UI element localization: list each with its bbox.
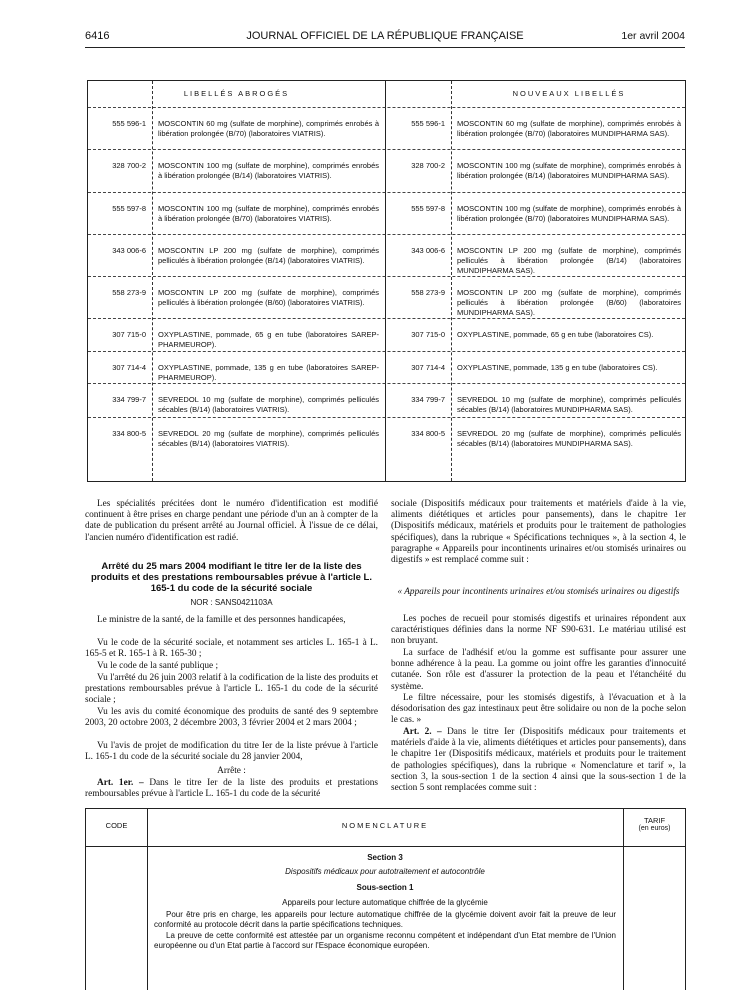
nomenclature-paragraph: La preuve de cette conformité est attestée par un organisme reconnu compétent et indépendant d'un Etat membre de l'Union européenne ou d'un Etat partie à l'accord sur l'Espace économique européen. (154, 931, 616, 950)
page-header (85, 30, 685, 48)
old-label: MOSCONTIN 60 mg (sulfate de morphine), comprimés enrobés à libération prolongée (B/70) (laboratoires VIATRIS). (158, 119, 379, 138)
old-code: 555 597-8 (112, 204, 146, 213)
row-divider (88, 276, 685, 277)
row-divider (88, 149, 685, 150)
row-divider (88, 107, 685, 108)
paragraph-adhesif: La surface de l'adhésif et/ou la gomme est suffisante pour assurer une bonne adhérence à la peau. La gomme ou joint offre les garanties d'innocuité cutanée. Son rôle est d'assurer la protection de la peau et l'étanchéité du système. (391, 648, 686, 692)
article-1-text: Dans le titre Ier de la liste des produits et prestations remboursables prévue à l'article L. 165-1 du code de la sécurité (85, 778, 379, 800)
arrete-label: Arrête : (217, 766, 246, 776)
old-code: 334 800-5 (112, 429, 146, 438)
old-code: 328 700-2 (112, 161, 146, 170)
row-divider (88, 234, 685, 235)
old-label: OXYPLASTINE, pommade, 135 g en tube (laboratoires SAREP-PHARMEUROP). (158, 363, 379, 382)
old-label: SEVREDOL 10 mg (sulfate de morphine), comprimés pelliculés sécables (B/14) (laboratoires VIATRIS). (158, 395, 379, 414)
col-header-abroges: LIBELLÉS ABROGÉS (183, 89, 290, 98)
arrete-title: Arrêté du 25 mars 2004 modifiant le titre Ier de la liste des produits et des prestations remboursables prévue à l'article L. 165-1 du code de la sécurité sociale (90, 561, 372, 594)
old-label: MOSCONTIN 100 mg (sulfate de morphine), comprimés enrobés à libération prolongée (B/70) (laboratoires VIATRIS). (158, 204, 379, 223)
article-1 (85, 778, 378, 800)
col-header-nouveaux: NOUVEAUX LIBELLÉS (512, 89, 626, 98)
paragraph-poches: Les poches de recueil pour stomisés digestifs et urinaires répondent aux caractéristiques définies dans la norme NF S90-631. Le matériau utilisé est non bruyant. (391, 614, 686, 647)
page-number: 6416 (85, 30, 110, 42)
row-divider (88, 318, 685, 319)
new-label: SEVREDOL 20 mg (sulfate de morphine), comprimés pelliculés sécables (B/14) (laboratoires MUNDIPHARMA SAS). (457, 429, 681, 448)
old-label: MOSCONTIN LP 200 mg (sulfate de morphine), comprimés pelliculés à libération prolongée (B/14) (laboratoires VIATRIS). (158, 246, 379, 265)
col-header-nomenclature: NOMENCLATURE (341, 821, 429, 830)
nomenclature-table (85, 808, 686, 990)
new-label: OXYPLASTINE, pommade, 65 g en tube (laboratoires CS). (457, 330, 654, 339)
old-code: 334 799-7 (112, 395, 146, 404)
article-2-label: Art. 2. – (403, 727, 442, 737)
subsection-description: Appareils pour lecture automatique chiffrée de la glycémie (282, 898, 488, 907)
new-code: 307 715-0 (411, 330, 445, 339)
paragraph-vu: Vu l'arrêté du 26 juin 2003 relatif à la codification de la liste des produits et prestations remboursables prévue à l'article L. 165-1 du code de la sécurité sociale ; (85, 673, 378, 706)
new-code: 328 700-2 (411, 161, 445, 170)
new-code: 334 799-7 (411, 395, 445, 404)
libelles-table (87, 80, 686, 482)
row-divider (88, 351, 685, 352)
old-code: 343 006-6 (112, 246, 146, 255)
new-label: OXYPLASTINE, pommade, 135 g en tube (laboratoires CS). (457, 363, 658, 372)
paragraph-sociale: sociale (Dispositifs médicaux pour traitements et matériels d'aide à la vie, aliments diététiques et articles pour pansements), dans le chapitre 1er (Dispositifs médicaux, matériels et produits pour le traitement de pathologies spécifiques), dans la rubrique « Spécifications techniques », à la section 4, le paragraphe « Appareils pour incontinents urinaires et/ou stomisés urinaires ou digestifs » est remplacé comme suit : (391, 499, 686, 566)
new-code: 343 006-6 (411, 246, 445, 255)
old-code: 558 273-9 (112, 288, 146, 297)
col-header-tarif: TARIF (643, 816, 666, 825)
nor-reference: NOR : SANS0421103A (190, 598, 273, 607)
col-divider (623, 809, 624, 990)
new-label: MOSCONTIN 60 mg (sulfate de morphine), comprimés enrobés à libération prolongée (B/70) (laboratoires MUNDIPHARMA SAS). (457, 119, 681, 138)
journal-title: JOURNAL OFFICIEL DE LA RÉPUBLIQUE FRANÇAISE (246, 30, 524, 42)
issue-date: 1er avril 2004 (621, 30, 685, 42)
new-code: 307 714-4 (411, 363, 445, 372)
old-code: 307 715-0 (112, 330, 146, 339)
header-rule (85, 47, 685, 48)
col-header-tarif-unit: (en euros) (638, 825, 671, 832)
col-header-code: CODE (105, 821, 128, 830)
header-divider (86, 846, 685, 847)
paragraph-minister: Le ministre de la santé, de la famille et des personnes handicapées, (97, 615, 346, 625)
col-divider (152, 81, 153, 481)
paragraph-filtre: Le filtre nécessaire, pour les stomisés digestifs, à l'évacuation et à la désodorisation des gaz intestinaux peut être solidaire ou non de la poche selon le cas. » (391, 693, 686, 726)
old-code: 555 596-1 (112, 119, 146, 128)
new-code: 555 596-1 (411, 119, 445, 128)
article-1-label: Art. 1er. – (97, 778, 144, 788)
paragraph-vu: Vu l'avis de projet de modification du titre Ier de la liste prévue à l'article L. 165-1 du code de la sécurité sociale du 28 janvier 2004, (85, 741, 378, 763)
col-divider (385, 81, 386, 481)
paragraph-vu: Vu le code de la sécurité sociale, et notamment ses articles L. 165-1 à L. 165-5 et R. 165-1 à R. 165-30 ; (85, 638, 378, 660)
old-label: MOSCONTIN LP 200 mg (sulfate de morphine), comprimés pelliculés à libération prolongée (B/60) (laboratoires VIATRIS). (158, 288, 379, 307)
old-code: 307 714-4 (112, 363, 146, 372)
paragraph-vu: Vu le code de la santé publique ; (97, 661, 219, 671)
new-code: 334 800-5 (411, 429, 445, 438)
row-divider (88, 383, 685, 384)
row-divider (88, 192, 685, 193)
new-label: MOSCONTIN LP 200 mg (sulfate de morphine), comprimés pelliculés à libération prolongée (B/14) (laboratoires MUNDIPHARMA SAS). (457, 246, 681, 275)
new-label: MOSCONTIN LP 200 mg (sulfate de morphine), comprimés pelliculés à libération prolongée (B/60) (laboratoires MUNDIPHARMA SAS). (457, 288, 681, 317)
old-label: MOSCONTIN 100 mg (sulfate de morphine), comprimés enrobés à libération prolongée (B/14) (laboratoires VIATRIS). (158, 161, 379, 180)
new-label: MOSCONTIN 100 mg (sulfate de morphine), comprimés enrobés à libération prolongée (B/14) (laboratoires MUNDIPHARMA SAS). (457, 161, 681, 180)
paragraph-vu: Vu les avis du comité économique des produits de santé des 9 septembre 2003, 20 octobre 2003, 2 décembre 2003, 3 février 2004 et 2 mars 2004 ; (85, 707, 378, 729)
nomenclature-paragraph: Pour être pris en charge, les appareils pour lecture automatique chiffrée de la glycémie doivent avoir fait la preuve de leur conformité au protocole décrit dans la partie spécifications techniques. (154, 910, 616, 929)
subtitle-appareils: « Appareils pour incontinents urinaires et/ou stomisés urinaires ou digestifs (397, 587, 680, 597)
article-2 (391, 727, 686, 794)
old-label: OXYPLASTINE, pommade, 65 g en tube (laboratoires SAREP-PHARMEUROP). (158, 330, 379, 349)
new-code: 558 273-9 (411, 288, 445, 297)
new-label: SEVREDOL 10 mg (sulfate de morphine), comprimés pelliculés sécables (B/14) (laboratoires MUNDIPHARMA SAS). (457, 395, 681, 414)
subsection-title: Sous-section 1 (356, 883, 414, 892)
section-title: Section 3 (367, 853, 403, 862)
old-label: SEVREDOL 20 mg (sulfate de morphine), comprimés pelliculés sécables (B/14) (laboratoires VIATRIS). (158, 429, 379, 448)
section-subtitle: Dispositifs médicaux pour autotraitement et autocontrôle (285, 867, 485, 876)
col-divider (451, 81, 452, 481)
new-label: MOSCONTIN 100 mg (sulfate de morphine), comprimés enrobés à libération prolongée (B/70) (laboratoires MUNDIPHARMA SAS). (457, 204, 681, 223)
row-divider (88, 417, 685, 418)
paragraph-specialites: Les spécialités précitées dont le numéro d'identification est modifié continuent à être prises en charge pendant une période d'un an à compter de la date de publication du présent arrêté au Journal officiel. À l'issue de ce délai, l'ancien numéro d'identification est radié. (85, 499, 378, 543)
new-code: 555 597-8 (411, 204, 445, 213)
article-2-text: Dans le titre Ier (Dispositifs médicaux pour traitements et matériels d'aide à la vie, aliments diététiques et articles pour pansements), dans le chapitre 1er (Dispositifs médicaux, matériels et produits pour le traitement de pathologies spécifiques), dans la rubrique « Nomenclature et tarif », la section 3, la sous-section 1 de la section 4 ainsi que la sous-section 1 de la section 5 sont remplacées comme suit : (391, 727, 686, 794)
